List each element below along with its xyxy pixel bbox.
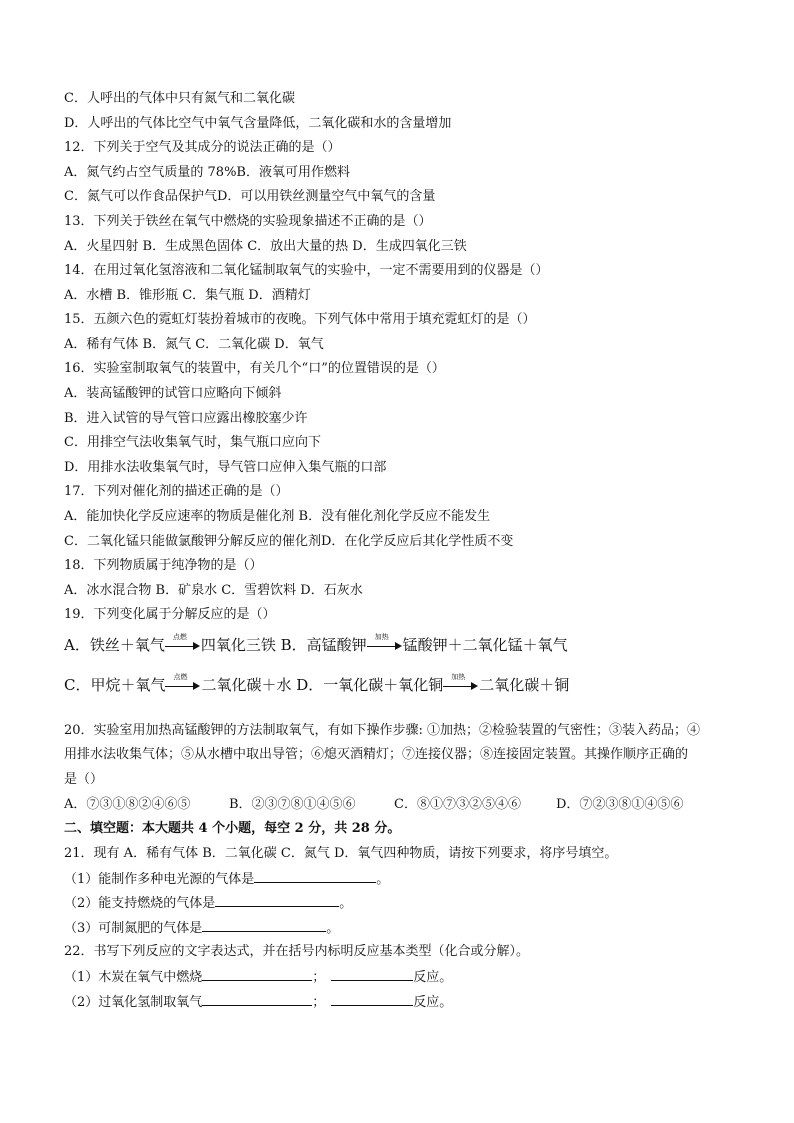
answer-blank[interactable] bbox=[202, 968, 312, 981]
q21-item-2: （2）能支持燃烧的气体是 。 bbox=[64, 896, 353, 911]
q17-stem: 17．下列对催化剂的描述正确的是（） bbox=[64, 484, 289, 499]
q20-options bbox=[64, 796, 683, 814]
q11-option-d: D．人呼出的气体比空气中氧气含量降低，二氧化碳和水的含量增加 bbox=[64, 116, 452, 131]
reaction-arrow-icon bbox=[165, 673, 201, 693]
q19-options-ab bbox=[64, 633, 568, 654]
q19-b-products: 锰酸钾＋二氧化锰＋氧气 bbox=[402, 636, 568, 654]
q16-option-d: D．用排水法收集氧气时，导气管口应伸入集气瓶的口部 bbox=[64, 460, 387, 475]
reaction-arrow-icon bbox=[367, 633, 403, 653]
reaction-arrow-icon bbox=[443, 673, 479, 693]
q16-option-c: C．用排空气法收集氧气时，集气瓶口应向下 bbox=[64, 435, 321, 450]
reaction-condition: 点燃 bbox=[173, 673, 188, 681]
q20-option-b: B．②③⑦⑧①④⑤⑥ bbox=[229, 797, 356, 812]
q18-stem: 18．下列物质属于纯净物的是（） bbox=[64, 558, 263, 573]
reaction-condition: 点燃 bbox=[172, 633, 187, 641]
answer-blank[interactable] bbox=[331, 993, 413, 1006]
reaction-condition: 加热 bbox=[451, 673, 466, 681]
section-2-heading: 二、填空题：本大题共 4 个小题，每空 2 分，共 28 分。 bbox=[64, 821, 401, 836]
answer-blank[interactable] bbox=[215, 894, 339, 907]
answer-blank[interactable] bbox=[254, 870, 376, 883]
q15-options: A．稀有气体 B．氮气 C．二氧化碳 D．氧气 bbox=[64, 337, 324, 352]
q21-stem: 21．现有 A．稀有气体 B．二氧化碳 C．氮气 D．氧气四种物质，请按下列要求，将序号填空。 bbox=[64, 846, 618, 861]
q21-item-3: （3）可制氮肥的气体是 。 bbox=[64, 921, 340, 936]
q20-stem-line3: 是（） bbox=[64, 772, 104, 787]
answer-blank[interactable] bbox=[331, 968, 413, 981]
q21-item-1: （1）能制作多种电光源的气体是 。 bbox=[64, 872, 390, 887]
q19-d-products: 二氧化碳＋铜 bbox=[479, 676, 570, 694]
q19-options-cd bbox=[64, 673, 570, 694]
q17-options-ab: A．能加快化学反应速率的物质是催化剂 B．没有催化剂化学反应不能发生 bbox=[64, 509, 491, 524]
q20-option-a: A．⑦③①⑧②④⑥⑤ bbox=[64, 797, 191, 812]
q22-item-2: （2）过氧化氢制取氧气 ； 反应。 bbox=[64, 995, 453, 1010]
q12-stem: 12．下列关于空气及其成分的说法正确的是（） bbox=[64, 140, 341, 155]
q19-c-reactants: C．甲烷＋氧气 bbox=[64, 676, 166, 694]
answer-blank[interactable] bbox=[202, 919, 326, 932]
q16-option-b: B．进入试管的导气管口应露出橡胶塞少许 bbox=[64, 411, 308, 426]
q19-a-products: 四氧化三铁 B．高锰酸钾 bbox=[200, 636, 367, 654]
q19-a-reactants: A．铁丝＋氧气 bbox=[64, 636, 165, 654]
q22-item-1: （1）木炭在氧气中燃烧 ； 反应。 bbox=[64, 970, 453, 985]
q20-option-c: C．⑧①⑦③②⑤④⑥ bbox=[394, 797, 521, 812]
q16-stem: 16．实验室制取氧气的装置中，有关几个“口”的位置错误的是（） bbox=[64, 361, 445, 376]
q17-options-cd: C．二氧化锰只能做氯酸钾分解反应的催化剂D．在化学反应后其化学性质不变 bbox=[64, 534, 514, 549]
q12-options-ab: A．氮气约占空气质量的 78%B．液氧可用作燃料 bbox=[64, 165, 350, 180]
q19-c-products: 二氧化碳＋水 D．一氧化碳＋氧化铜 bbox=[201, 676, 444, 694]
q19-stem: 19．下列变化属于分解反应的是（） bbox=[64, 607, 276, 622]
answer-blank[interactable] bbox=[202, 993, 312, 1006]
q13-options: A．火星四射 B．生成黑色固体 C．放出大量的热 D．生成四氧化三铁 bbox=[64, 239, 467, 254]
q16-option-a: A．装高锰酸钾的试管口应略向下倾斜 bbox=[64, 386, 282, 401]
q14-stem: 14．在用过氧化氢溶液和二氧化锰制取氧气的实验中，一定不需要用到的仪器是（） bbox=[64, 263, 549, 278]
q22-stem: 22．书写下列反应的文字表达式，并在括号内标明反应基本类型（化合或分解）。 bbox=[64, 944, 530, 959]
reaction-condition: 加热 bbox=[374, 633, 389, 641]
q20-stem-line1: 20．实验室用加热高锰酸钾的方法制取氧气，有如下操作步骤: ①加热；②检验装置的气密性；③装入药品；④ bbox=[64, 723, 701, 738]
q14-options: A．水槽 B．锥形瓶 C．集气瓶 D．酒精灯 bbox=[64, 288, 311, 303]
q12-options-cd: C．氮气可以作食品保护气D．可以用铁丝测量空气中氧气的含量 bbox=[64, 189, 436, 204]
q20-option-d: D．⑦②③⑧①④⑤⑥ bbox=[556, 797, 684, 812]
q13-stem: 13．下列关于铁丝在氧气中燃烧的实验现象描述不正确的是（） bbox=[64, 214, 432, 229]
q15-stem: 15．五颜六色的霓虹灯装扮着城市的夜晚。下列气体中常用于填充霓虹灯的是（） bbox=[64, 312, 536, 327]
q11-option-c: C．人呼出的气体中只有氮气和二氧化碳 bbox=[64, 91, 295, 106]
reaction-arrow-icon bbox=[165, 633, 201, 653]
q18-options: A．冰水混合物 B．矿泉水 C．雪碧饮料 D．石灰水 bbox=[64, 583, 363, 598]
q20-stem-line2: 用排水法收集气体；⑤从水槽中取出导管；⑥熄灭酒精灯；⑦连接仪器；⑧连接固定装置。其操作顺序正确的 bbox=[64, 747, 689, 762]
